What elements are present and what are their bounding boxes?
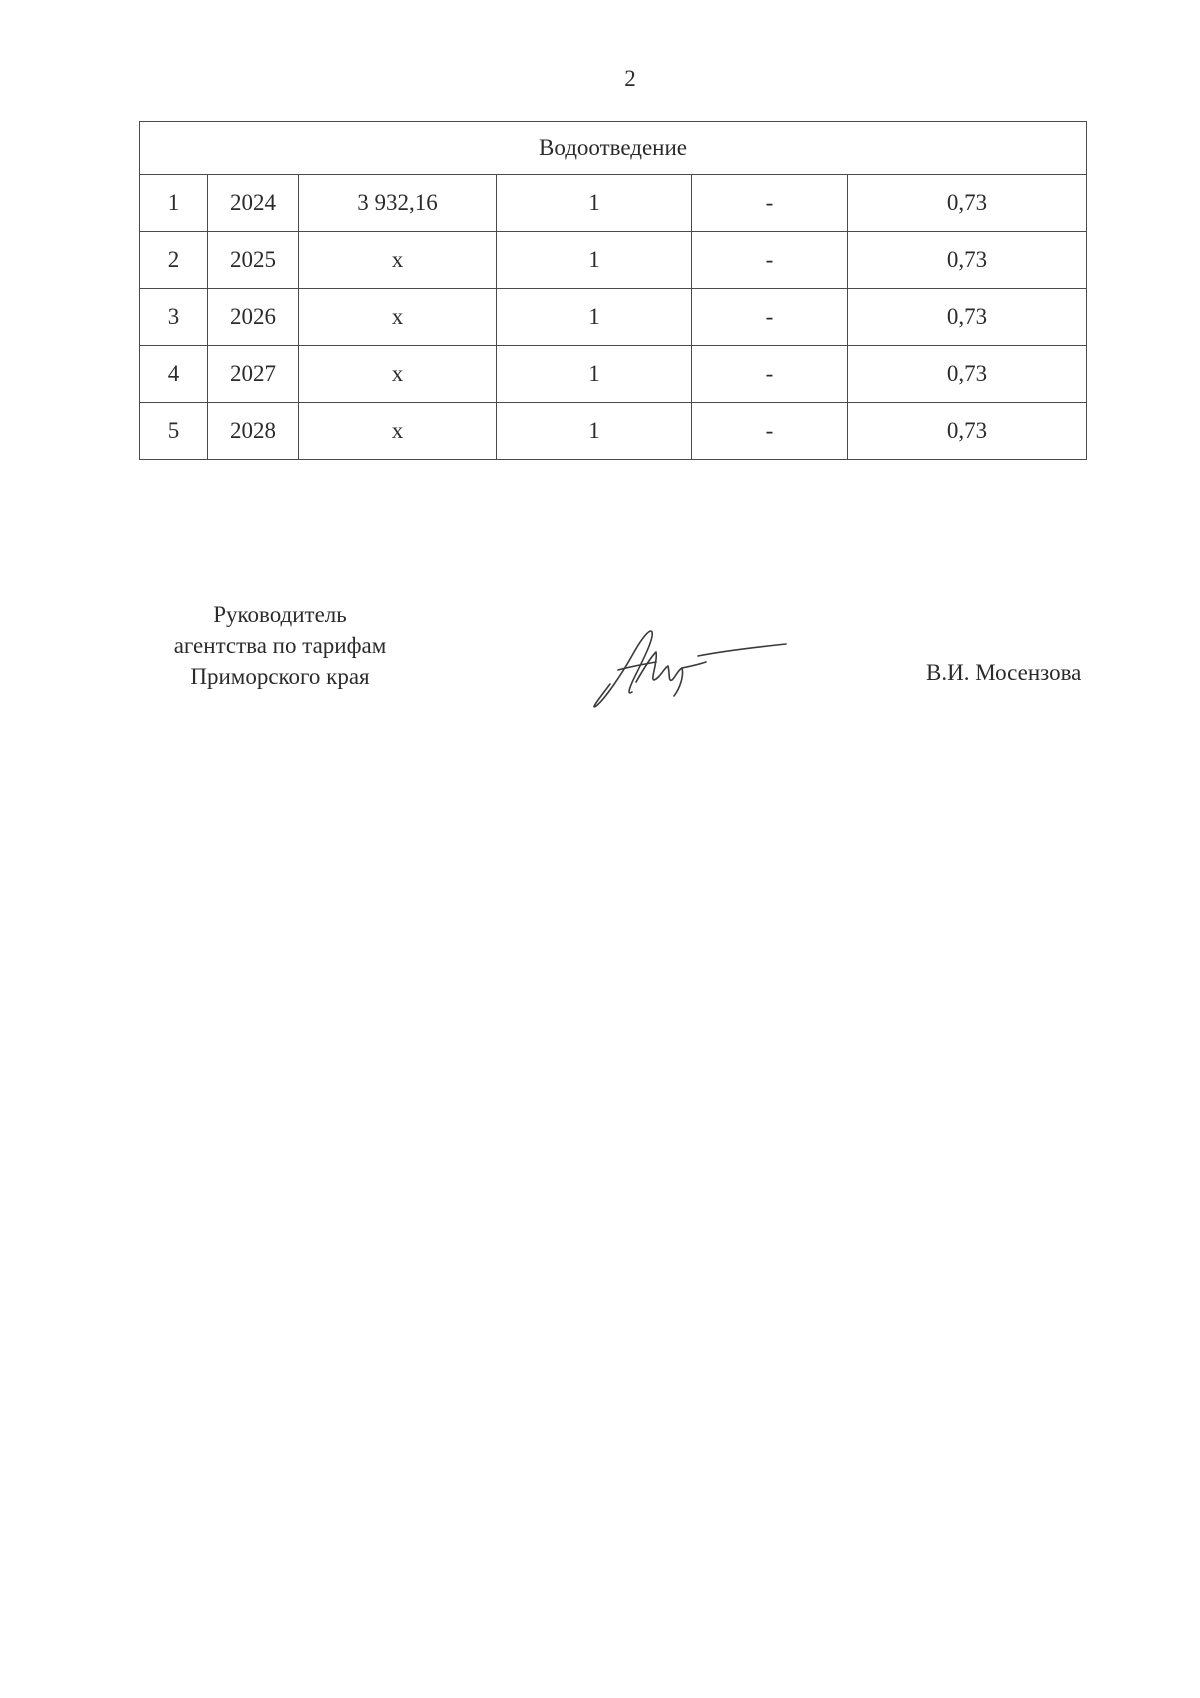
row-dash: - (692, 232, 848, 289)
signer-position-line: Руководитель (213, 602, 347, 627)
row-coefficient: 0,73 (848, 403, 1087, 460)
row-number: 1 (140, 175, 208, 232)
signer-position-line: агентства по тарифам (173, 633, 387, 658)
row-dash: - (692, 175, 848, 232)
row-coefficient: 0,73 (848, 175, 1087, 232)
row-coefficient: 0,73 (848, 289, 1087, 346)
row-coefficient: 0,73 (848, 346, 1087, 403)
row-number: 5 (140, 403, 208, 460)
table-row (140, 175, 1087, 232)
row-index: 1 (497, 289, 692, 346)
row-number: 3 (140, 289, 208, 346)
table-row (140, 232, 1087, 289)
section-row (140, 122, 1087, 175)
row-number: 2 (140, 232, 208, 289)
row-coefficient: 0,73 (848, 232, 1087, 289)
row-dash: - (692, 403, 848, 460)
row-year: 2026 (208, 289, 299, 346)
section-title: Водоотведение (140, 122, 1087, 175)
table-row (140, 346, 1087, 403)
row-year: 2024 (208, 175, 299, 232)
page-number: 2 (624, 66, 636, 91)
row-year: 2025 (208, 232, 299, 289)
row-number: 4 (140, 346, 208, 403)
tariff-table (139, 121, 1087, 460)
row-value: х (299, 289, 497, 346)
row-year: 2028 (208, 403, 299, 460)
handwritten-signature (588, 622, 788, 712)
row-dash: - (692, 289, 848, 346)
signer-position-line: Приморского края (190, 664, 370, 689)
row-value: х (299, 403, 497, 460)
row-index: 1 (497, 175, 692, 232)
signer-name: В.И. Мосензова (926, 660, 1082, 685)
row-value: 3 932,16 (299, 175, 497, 232)
row-dash: - (692, 346, 848, 403)
row-index: 1 (497, 346, 692, 403)
row-year: 2027 (208, 346, 299, 403)
table-row (140, 289, 1087, 346)
row-value: х (299, 232, 497, 289)
table-row (140, 403, 1087, 460)
signer-position (140, 599, 420, 692)
row-index: 1 (497, 232, 692, 289)
row-index: 1 (497, 403, 692, 460)
row-value: х (299, 346, 497, 403)
